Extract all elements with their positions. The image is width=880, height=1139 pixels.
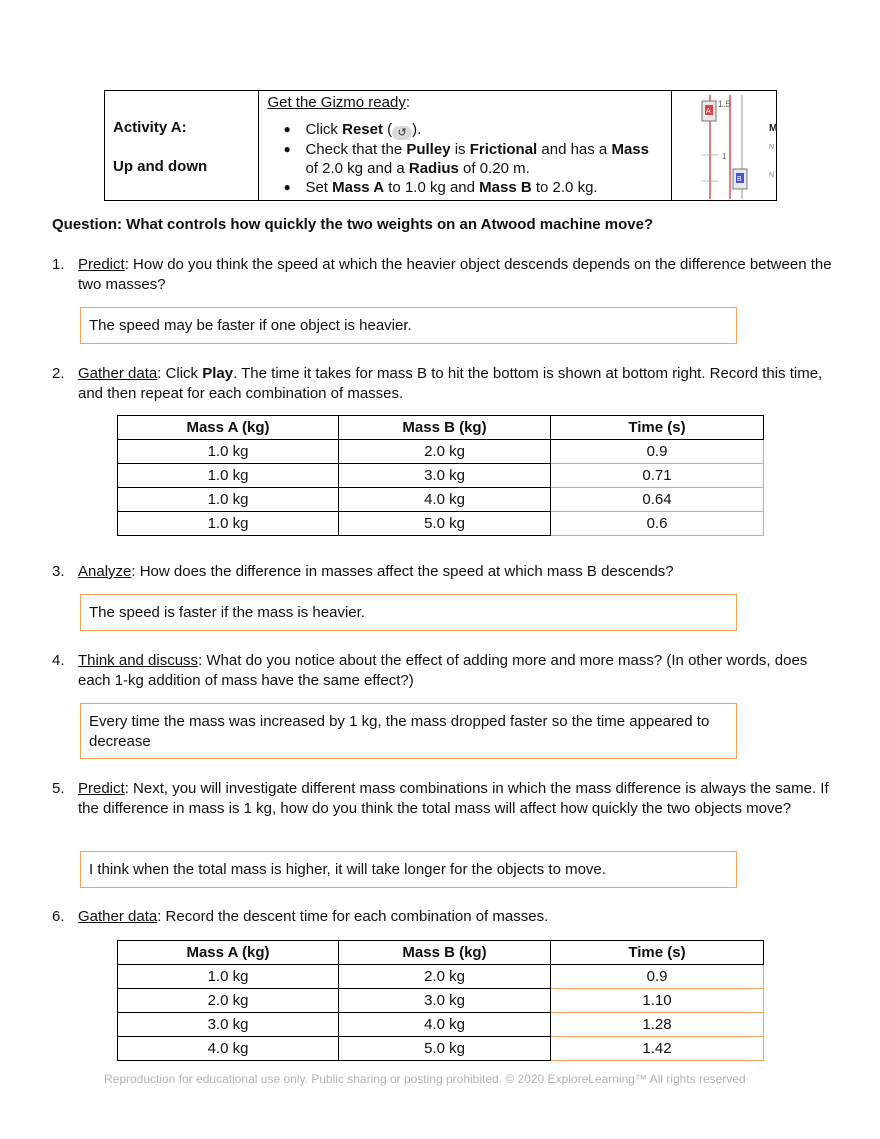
data-table-1 xyxy=(117,415,764,536)
atwood-machine-thumbnail xyxy=(672,91,776,199)
gizmo-ready-heading: Get the Gizmo ready: xyxy=(267,94,411,111)
time-answer-cell[interactable]: 1.10 xyxy=(551,989,764,1013)
answer-box-3[interactable]: The speed is faster if the mass is heavier. xyxy=(80,594,737,631)
time-answer-cell[interactable]: 1.42 xyxy=(551,1037,764,1061)
panel-label-m: M xyxy=(769,123,778,134)
gizmo-thumbnail xyxy=(672,91,776,200)
table-row: 1.0 kg 2.0 kg 0.9 xyxy=(118,965,764,989)
time-answer-cell[interactable]: 0.6 xyxy=(551,512,764,536)
mass-a-label: A xyxy=(706,108,711,115)
panel-label-n2: N xyxy=(769,172,775,179)
table-header-row xyxy=(118,941,764,965)
time-answer-cell[interactable]: 0.64 xyxy=(551,488,764,512)
setup-steps-list xyxy=(267,120,663,197)
time-answer-cell[interactable]: 0.9 xyxy=(551,965,764,989)
setup-step-reset: ● Click Reset ( ↺ ). xyxy=(305,120,663,140)
scale-label-mid: 1 xyxy=(722,152,727,161)
table-row: 1.0 kg 3.0 kg 0.71 xyxy=(118,464,764,488)
header-mass-b: Mass B (kg) xyxy=(339,941,551,965)
activity-instructions-cell xyxy=(259,91,672,200)
question-4: 4. Think and discuss: What do you notice about the effect of adding more and more mass? (In other words, does each 1-kg addition of mass have the same effect?) xyxy=(52,652,808,689)
activity-header-table xyxy=(104,90,777,201)
question-6: 6. Gather data: Record the descent time for each combination of masses. xyxy=(52,908,549,925)
reset-icon: ↺ xyxy=(392,126,412,140)
table-row: 1.0 kg 2.0 kg 0.9 xyxy=(118,440,764,464)
table-row: 1.0 kg 5.0 kg 0.6 xyxy=(118,512,764,536)
setup-step-masses: ● Set Mass A to 1.0 kg and Mass B to 2.0 kg. xyxy=(305,178,663,197)
copyright-footer: Reproduction for educational use only. Public sharing or posting prohibited. © 2020 ExploreLearning™ All rights reserved xyxy=(104,1072,746,1086)
activity-title-cell xyxy=(105,91,259,200)
time-answer-cell[interactable]: 0.9 xyxy=(551,440,764,464)
header-time: Time (s) xyxy=(551,416,764,440)
data-table-2 xyxy=(117,940,764,1061)
table-row: 1.0 kg 4.0 kg 0.64 xyxy=(118,488,764,512)
answer-box-4[interactable]: Every time the mass was increased by 1 kg, the mass dropped faster so the time appeared to decrease xyxy=(80,703,737,759)
header-mass-a: Mass A (kg) xyxy=(118,941,339,965)
setup-step-pulley: ● Check that the Pulley is Frictional and has a Mass of 2.0 kg and a Radius of 0.20 m. xyxy=(305,140,663,178)
header-mass-b: Mass B (kg) xyxy=(339,416,551,440)
scale-label-top: 1.5 xyxy=(718,99,731,109)
activity-subtitle: Up and down xyxy=(113,158,208,175)
answer-box-5[interactable]: I think when the total mass is higher, it will take longer for the objects to move. xyxy=(80,851,737,888)
table-row: 2.0 kg 3.0 kg 1.10 xyxy=(118,989,764,1013)
panel-label-n1: N xyxy=(769,144,775,151)
time-answer-cell[interactable]: 0.71 xyxy=(551,464,764,488)
main-question: Question: What controls how quickly the two weights on an Atwood machine move? xyxy=(52,216,654,233)
header-time: Time (s) xyxy=(551,941,764,965)
table-header-row xyxy=(118,416,764,440)
question-2: 2. Gather data: Click Play. The time it takes for mass B to hit the bottom is shown at bottom right. Record this time, and then repeat for each combination of masses. xyxy=(52,365,823,402)
time-answer-cell[interactable]: 1.28 xyxy=(551,1013,764,1037)
question-1: 1. Predict: How do you think the speed at which the heavier object descends depends on the difference between the two masses? xyxy=(52,256,832,293)
table-row: 3.0 kg 4.0 kg 1.28 xyxy=(118,1013,764,1037)
header-mass-a: Mass A (kg) xyxy=(118,416,339,440)
activity-title: Activity A: xyxy=(113,119,187,136)
question-3: 3. Analyze: How does the difference in masses affect the speed at which mass B descends? xyxy=(52,563,674,580)
mass-b-label: B xyxy=(737,176,742,183)
answer-box-1[interactable]: The speed may be faster if one object is heavier. xyxy=(80,307,737,344)
question-5: 5. Predict: Next, you will investigate different mass combinations in which the mass difference is always the same. If the difference in mass is 1 kg, how do you think the total mass will affect how quickly the two objects move? xyxy=(52,780,829,817)
table-row: 4.0 kg 5.0 kg 1.42 xyxy=(118,1037,764,1061)
